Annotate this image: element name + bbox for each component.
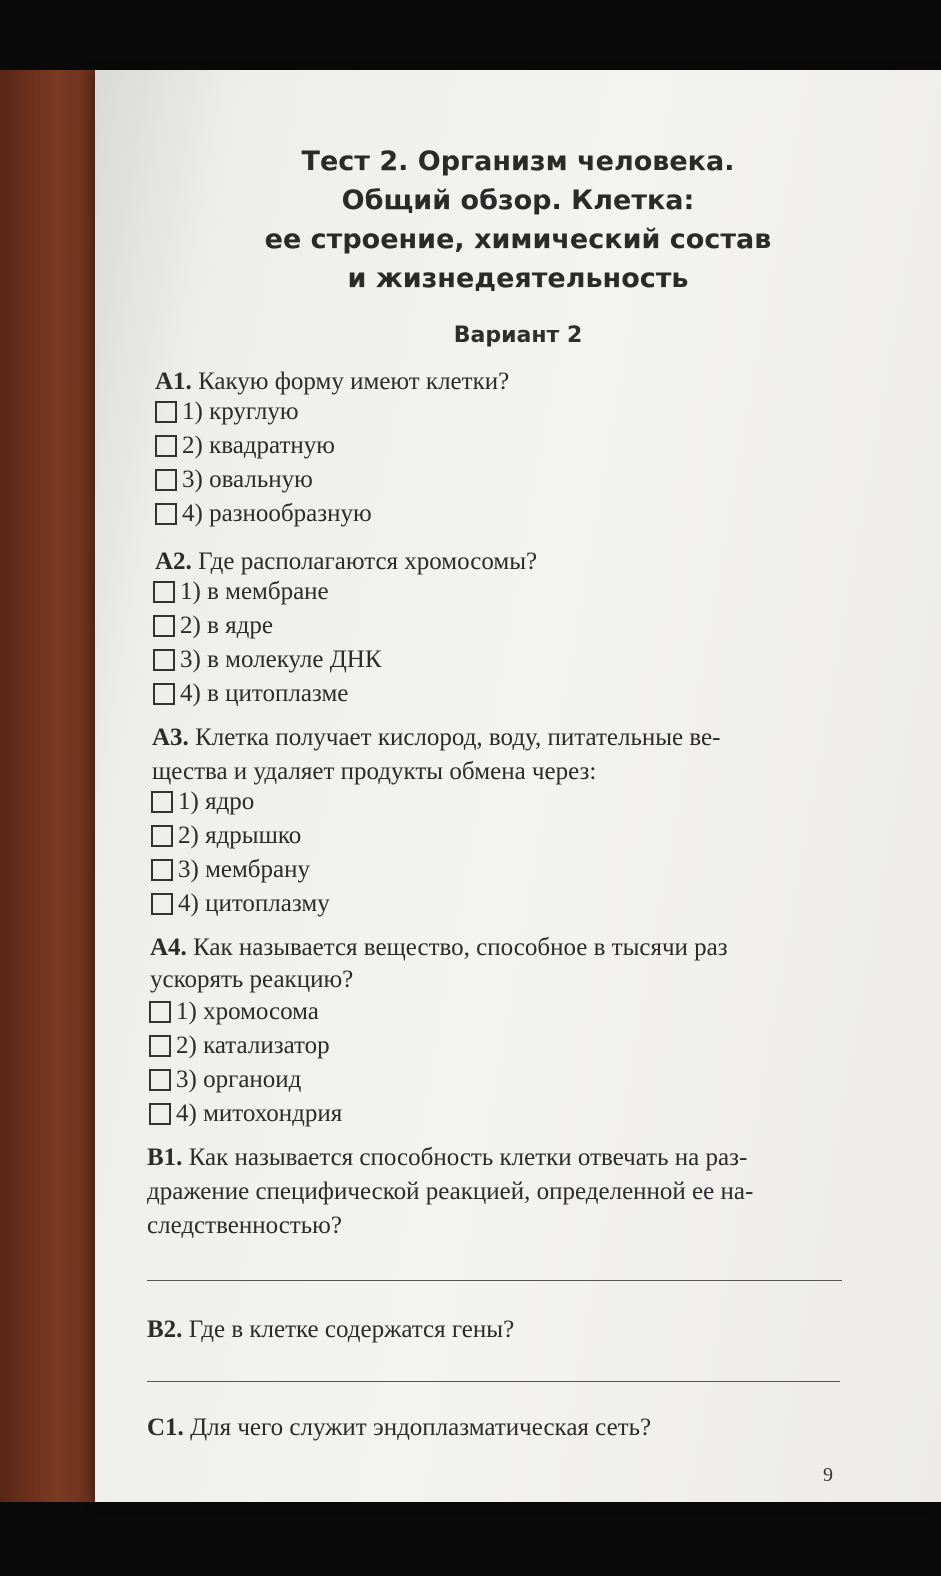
checkbox[interactable] — [149, 1069, 171, 1091]
option-a2-1[interactable] — [153, 578, 329, 606]
question-id: A3. — [152, 724, 189, 751]
answer-line-b1[interactable] — [147, 1280, 842, 1281]
checkbox[interactable] — [153, 649, 175, 671]
question-text: дражение специфической реакцией, определенной ее на- — [147, 1178, 754, 1205]
question-text: Как называется вещество, способное в тысячи раз — [193, 934, 728, 961]
option-label: 1) в мембране — [180, 578, 329, 605]
checkbox[interactable] — [149, 1035, 171, 1057]
title-line-3: ее строение, химический состав — [264, 224, 772, 255]
option-label: 2) ядрышко — [178, 822, 302, 849]
option-a3-1[interactable] — [151, 788, 254, 816]
option-a2-3[interactable] — [153, 646, 382, 674]
question-id: C1. — [147, 1414, 184, 1441]
question-id: A4. — [150, 934, 187, 961]
question-b1-line-1 — [147, 1144, 747, 1172]
checkbox[interactable] — [151, 893, 173, 915]
page-number: 9 — [823, 1464, 833, 1486]
checkbox[interactable] — [153, 683, 175, 705]
option-a1-2[interactable] — [155, 432, 335, 460]
question-a4-line-2 — [150, 966, 353, 994]
question-text: Для чего служит эндоплазматическая сеть? — [190, 1414, 652, 1441]
option-a4-4[interactable] — [149, 1100, 342, 1128]
option-label: 2) в ядре — [180, 612, 273, 639]
checkbox[interactable] — [149, 1103, 171, 1125]
question-text: Где в клетке содержатся гены? — [188, 1316, 515, 1343]
question-a3-line-1 — [152, 724, 720, 752]
question-b2 — [147, 1316, 514, 1344]
option-label: 1) круглую — [182, 398, 299, 425]
option-label: 2) катализатор — [176, 1032, 330, 1059]
option-a2-2[interactable] — [153, 612, 273, 640]
question-a2 — [155, 548, 537, 576]
worksheet-page — [95, 70, 941, 1502]
option-a2-4[interactable] — [153, 680, 348, 708]
option-label: 4) разнообразную — [182, 500, 372, 527]
option-label: 2) квадратную — [182, 432, 335, 459]
checkbox[interactable] — [155, 435, 177, 457]
question-b1-line-2 — [147, 1178, 753, 1206]
question-a1 — [155, 368, 509, 396]
checkbox[interactable] — [155, 401, 177, 423]
question-id: A1. — [155, 368, 192, 395]
checkbox[interactable] — [155, 503, 177, 525]
option-label: 3) в молекуле ДНК — [180, 646, 382, 673]
question-b1-line-3 — [147, 1212, 342, 1240]
question-text: щества и удаляет продукты обмена через: — [152, 758, 597, 785]
option-a4-2[interactable] — [149, 1032, 330, 1060]
option-label: 1) хромосома — [176, 998, 319, 1025]
option-a1-1[interactable] — [155, 398, 299, 426]
question-text: Клетка получает кислород, воду, питательные ве- — [195, 724, 721, 751]
title-line-1: Тест 2. Организм человека. — [301, 146, 735, 177]
checkbox[interactable] — [149, 1001, 171, 1023]
option-a1-4[interactable] — [155, 500, 372, 528]
checkbox[interactable] — [151, 859, 173, 881]
question-text: ускорять реакцию? — [150, 966, 354, 993]
variant-label: Вариант 2 — [453, 323, 583, 348]
option-label: 1) ядро — [178, 788, 255, 815]
question-a3-line-2 — [152, 758, 596, 786]
option-a4-1[interactable] — [149, 998, 319, 1026]
question-text: Какую форму имеют клетки? — [198, 368, 510, 395]
checkbox[interactable] — [153, 581, 175, 603]
option-a3-3[interactable] — [151, 856, 310, 884]
question-c1 — [147, 1414, 651, 1442]
option-a4-3[interactable] — [149, 1066, 301, 1094]
checkbox[interactable] — [153, 615, 175, 637]
question-text: Как называется способность клетки отвечать на раз- — [188, 1144, 748, 1171]
option-label: 3) мембрану — [178, 856, 311, 883]
option-label: 3) овальную — [182, 466, 313, 493]
option-label: 4) в цитоплазме — [180, 680, 349, 707]
option-a3-4[interactable] — [151, 890, 330, 918]
question-id: A2. — [155, 548, 192, 575]
option-label: 4) митохондрия — [176, 1100, 343, 1127]
checkbox[interactable] — [151, 791, 173, 813]
checkbox[interactable] — [151, 825, 173, 847]
option-label: 3) органоид — [176, 1066, 302, 1093]
option-label: 4) цитоплазму — [178, 890, 330, 917]
question-text: следственностью? — [147, 1212, 342, 1239]
question-id: B2. — [147, 1316, 183, 1343]
title-line-4: и жизнедеятельность — [347, 263, 689, 294]
question-text: Где располагаются хромосомы? — [198, 548, 538, 575]
checkbox[interactable] — [155, 469, 177, 491]
option-a3-2[interactable] — [151, 822, 301, 850]
option-a1-3[interactable] — [155, 466, 313, 494]
answer-line-b2[interactable] — [147, 1381, 840, 1382]
question-id: B1. — [147, 1144, 183, 1171]
question-a4-line-1 — [150, 934, 728, 962]
title-line-2: Общий обзор. Клетка: — [341, 185, 695, 216]
